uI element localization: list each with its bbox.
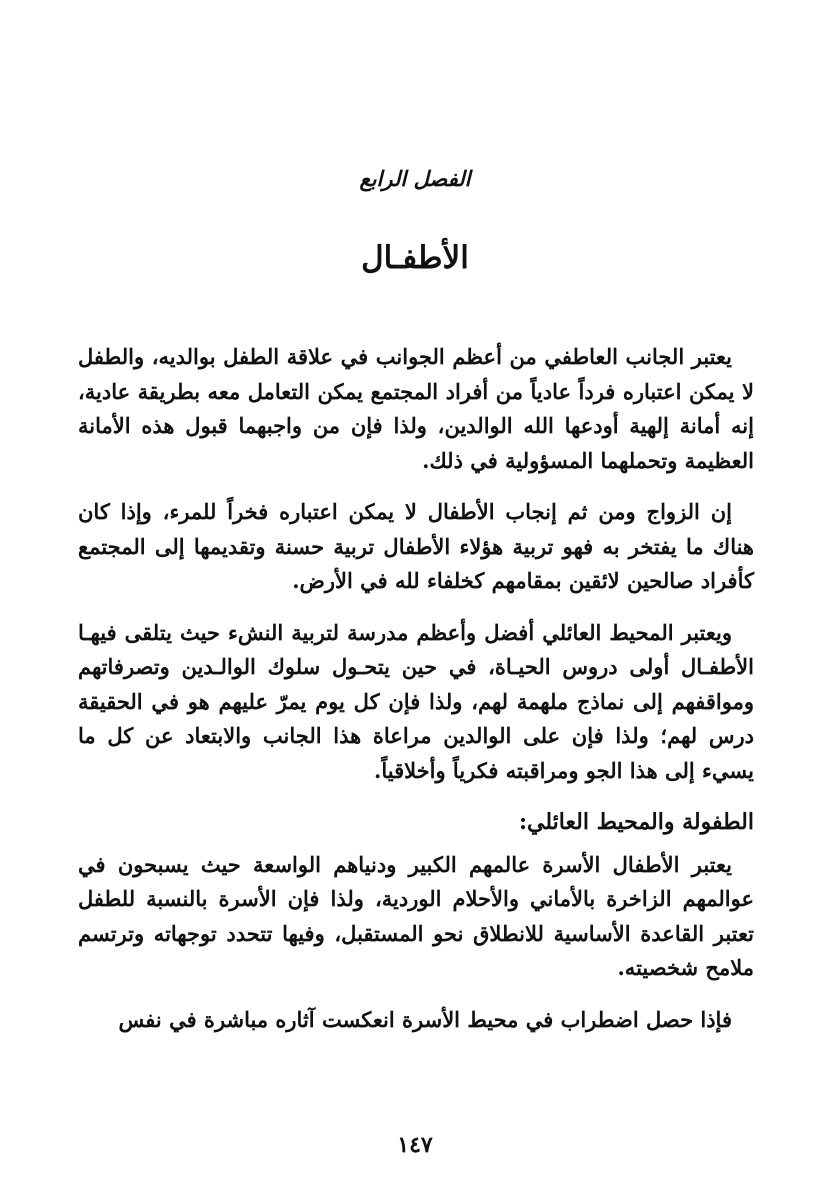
paragraph-2: إن الزواج ومن ثم إنجاب الأطفال لا يمكن اعتباره فخراً للمرء، وإذا كان هناك ما يفتخر به فهو تربية هؤلاء الأطفال تربية حسنة وتقديمها إلى المجتمع كأفراد صالحين لائقين بمقامهم كخلفاء لله في الأرض. <box>78 499 754 593</box>
section-paragraph-1: يعتبر الأطفال الأسرة عالمهم الكبير ودنياهم الواسعة حيث يسبحون في عوالمهم الزاخرة بالأماني والأحلام الوردية، ولذا فإن الأسرة بالنسبة للطفل تعتبر القاعدة الأساسية للانطلاق نحو المستقبل، وفيها تتحدد توجهاته وترتسم ملامح شخصيته. <box>78 851 754 980</box>
body-text <box>78 340 754 1054</box>
section-heading: الطفولة والمحيط العائلي: <box>518 809 754 835</box>
paragraph-3: ويعتبر المحيط العائلي أفضل وأعظم مدرسة لتربية النشء حيث يتلقى فيهـا الأطفـال أولى دروس الحيـاة، في حين يتحـول سلوك الوالـدين وتصرفاتهم ومواقفهم إلى نماذج ملهمة لهم، ولذا فإن كل يوم يمرّ عليهم هو في الحقيقة درس لهم؛ ولذا فإن على الوالدين مراعاة هذا الجانب والابتعاد عن كل ما يسيء إلى هذا الجو ومراقبته فكرياً وأخلاقياً. <box>78 619 754 783</box>
page-number: ١٤٧ <box>397 1132 433 1158</box>
chapter-title: الأطفـال <box>361 240 469 276</box>
section-paragraph-2: فإذا حصل اضطراب في محيط الأسرة انعكست آثاره مباشرة في نفس <box>118 1006 732 1032</box>
paragraph-1: يعتبر الجانب العاطفي من أعظم الجوانب في علاقة الطفل بوالديه، والطفل لا يمكن اعتباره فرداً عادياً من أفراد المجتمع يمكن التعامل معه بطريقة عادية، إنه أمانة إلهية أودعها الله الوالدين، ولذا فإن من واجبهما قبول هذه الأمانة العظيمة وتحملهما المسؤولية في ذلك. <box>78 344 754 473</box>
chapter-label: الفصل الرابع <box>359 166 471 191</box>
